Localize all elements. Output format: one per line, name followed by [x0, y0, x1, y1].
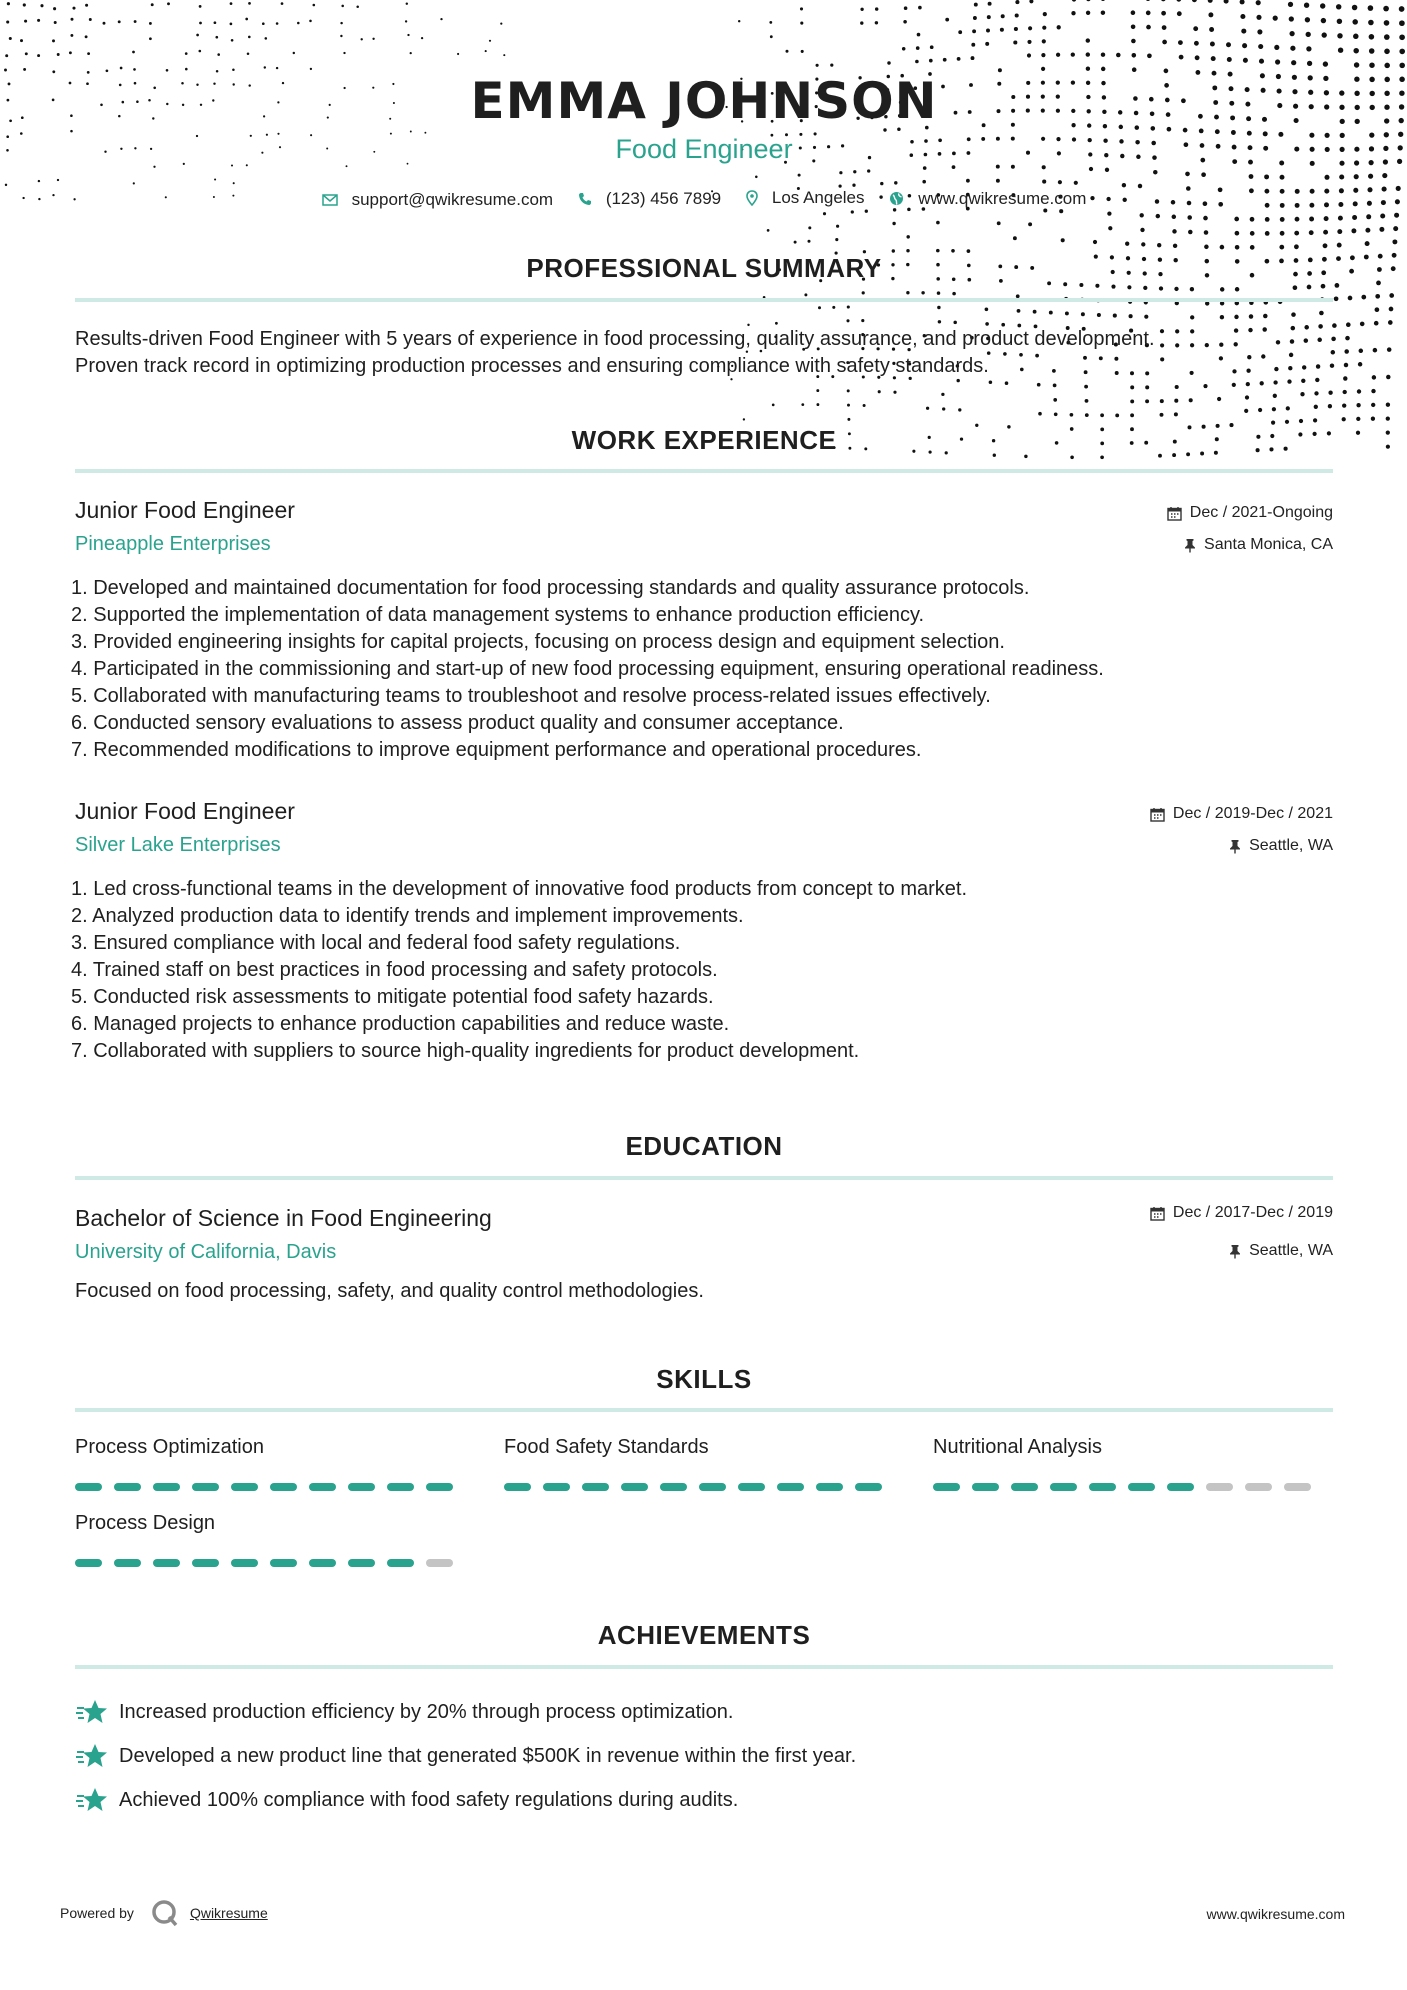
contact-phone[interactable] [578, 189, 721, 209]
list-item [75, 1690, 1333, 1734]
footer-powered-by [60, 1898, 268, 1928]
skill-dash-filled [231, 1559, 258, 1567]
skill-dash-empty [1245, 1483, 1272, 1491]
education-description: Focused on food processing, safety, and quality control methodologies. [75, 1280, 704, 1302]
education-dates-text: Dec / 2017-Dec / 2019 [1172, 1204, 1333, 1221]
list-item: 7. Collaborated with suppliers to source high-quality ingredients for product development. [71, 1040, 860, 1062]
skill-dash-filled [348, 1559, 375, 1567]
location-text: Los Angeles [771, 188, 865, 207]
email-text: support@qwikresume.com [351, 190, 554, 209]
calendar-icon [1150, 1206, 1165, 1221]
calendar-icon [1150, 807, 1165, 822]
skill-dash-filled [153, 1559, 180, 1567]
skill-dash-filled [543, 1483, 570, 1491]
list-item [75, 1778, 1333, 1822]
skill-level-bar [75, 1482, 455, 1492]
job-company: Silver Lake Enterprises [75, 834, 281, 856]
globe-icon [889, 191, 904, 206]
qwikresume-logo-icon [150, 1898, 180, 1928]
job-location [1229, 837, 1333, 855]
envelope-icon [322, 194, 338, 206]
list-item: 6. Managed projects to enhance production capabilities and reduce waste. [71, 1013, 730, 1035]
list-item: 7. Recommended modifications to improve equipment performance and operational procedures. [71, 739, 922, 761]
job-location [1184, 536, 1333, 554]
skill-dash-filled [933, 1483, 960, 1491]
degree-title: Bachelor of Science in Food Engineering [75, 1205, 492, 1231]
achievement-text: Developed a new product line that generated $500K in revenue within the first year. [119, 1744, 857, 1767]
skill-dash-filled [192, 1483, 219, 1491]
list-item: 1. Developed and maintained documentation for food processing standards and quality assurance protocols. [71, 577, 1030, 599]
list-item: 6. Conducted sensory evaluations to assess product quality and consumer acceptance. [71, 712, 844, 734]
education-heading: EDUCATION [625, 1131, 783, 1161]
job-company: Pineapple Enterprises [75, 533, 271, 555]
list-item [75, 1734, 1333, 1778]
list-item: 4. Trained staff on best practices in food processing and safety protocols. [71, 959, 718, 981]
skill-dash-filled [387, 1559, 414, 1567]
pushpin-icon [1229, 839, 1241, 854]
skill-dash-filled [75, 1483, 102, 1491]
list-item: 5. Collaborated with manufacturing teams to troubleshoot and resolve process-related issues effectively. [71, 685, 991, 707]
star-badge-icon [75, 1786, 109, 1814]
skill-dash-filled [621, 1483, 648, 1491]
achievement-text: Increased production efficiency by 20% through process optimization. [119, 1700, 734, 1723]
school-name: University of California, Davis [75, 1241, 337, 1263]
skill-dash-filled [699, 1483, 726, 1491]
skill-dash-filled [426, 1483, 453, 1491]
list-item: 3. Ensured compliance with local and federal food safety regulations. [71, 932, 681, 954]
experience-heading: WORK EXPERIENCE [571, 425, 837, 455]
job-responsibilities [71, 876, 967, 1065]
website-text: www.qwikresume.com [918, 188, 1087, 208]
skill-dash-filled [1050, 1483, 1077, 1491]
skill-dash-filled [855, 1483, 882, 1491]
list-item: 4. Participated in the commissioning and start-up of new food processing equipment, ensuring operational readiness. [71, 658, 1104, 680]
map-pin-icon [746, 190, 758, 206]
skill-dash-filled [738, 1483, 765, 1491]
pushpin-icon [1184, 538, 1196, 553]
skill-name: Nutritional Analysis [933, 1436, 1102, 1458]
skill-name: Process Design [75, 1512, 216, 1534]
skill-dash-filled [387, 1483, 414, 1491]
achievements-heading: ACHIEVEMENTS [597, 1620, 811, 1650]
contact-bar [75, 188, 1333, 211]
job-dates [1167, 504, 1333, 522]
skill-dash-filled [1089, 1483, 1116, 1491]
candidate-title: Food Engineer [615, 134, 793, 164]
skill-dash-filled [504, 1483, 531, 1491]
skill-dash-filled [309, 1483, 336, 1491]
skill-dash-filled [777, 1483, 804, 1491]
skill-dash-filled [1011, 1483, 1038, 1491]
contact-website[interactable] [889, 189, 1086, 209]
skill-dash-filled [270, 1483, 297, 1491]
job-responsibilities [71, 575, 1104, 764]
candidate-name: EMMA JOHNSON [470, 72, 938, 130]
summary-line: Results-driven Food Engineer with 5 years of experience in food processing, quality assurance, and product development. [75, 328, 1155, 350]
calendar-icon [1167, 506, 1182, 521]
achievements-list [75, 1690, 1333, 1822]
summary-divider [75, 298, 1333, 302]
skill-dash-filled [270, 1559, 297, 1567]
skills-heading: SKILLS [656, 1364, 752, 1394]
skill-dash-filled [309, 1559, 336, 1567]
contact-location [746, 188, 865, 208]
contact-email[interactable] [322, 190, 554, 210]
skill-dash-empty [426, 1559, 453, 1567]
job-dates [1150, 805, 1333, 823]
education-location-text: Seattle, WA [1249, 1242, 1333, 1259]
decorative-dot-pattern [0, 0, 1407, 460]
list-item: 1. Led cross-functional teams in the development of innovative food products from concept to market. [71, 878, 968, 900]
skill-dash-filled [114, 1483, 141, 1491]
achievement-text: Achieved 100% compliance with food safety regulations during audits. [119, 1788, 739, 1811]
list-item: 5. Conducted risk assessments to mitigate potential food safety hazards. [71, 986, 714, 1008]
pushpin-icon [1229, 1244, 1241, 1259]
skill-level-bar [504, 1482, 884, 1492]
skill-dash-filled [1167, 1483, 1194, 1491]
job-location-text: Santa Monica, CA [1204, 536, 1333, 553]
star-badge-icon [75, 1742, 109, 1770]
education-dates [1150, 1204, 1333, 1222]
list-item: 2. Analyzed production data to identify trends and implement improvements. [71, 905, 744, 927]
skill-level-bar [933, 1482, 1313, 1492]
skills-divider [75, 1408, 1333, 1412]
skill-dash-filled [1128, 1483, 1155, 1491]
skill-dash-filled [75, 1559, 102, 1567]
skill-dash-filled [231, 1483, 258, 1491]
skill-dash-filled [114, 1559, 141, 1567]
skill-dash-filled [153, 1483, 180, 1491]
skill-dash-filled [582, 1483, 609, 1491]
phone-text: (123) 456 7899 [605, 189, 722, 208]
skill-dash-filled [816, 1483, 843, 1491]
skill-name: Food Safety Standards [504, 1436, 709, 1458]
job-dates-text: Dec / 2019-Dec / 2021 [1172, 805, 1333, 822]
experience-divider [75, 469, 1333, 473]
skill-dash-filled [348, 1483, 375, 1491]
skill-dash-filled [660, 1483, 687, 1491]
job-title: Junior Food Engineer [75, 798, 295, 824]
skill-name: Process Optimization [75, 1436, 264, 1458]
footer-website[interactable]: www.qwikresume.com [1206, 1906, 1345, 1922]
skill-dash-filled [192, 1559, 219, 1567]
star-badge-icon [75, 1698, 109, 1726]
skill-dash-empty [1284, 1483, 1311, 1491]
job-dates-text: Dec / 2021-Ongoing [1189, 504, 1333, 521]
job-location-text: Seattle, WA [1249, 837, 1333, 854]
summary-heading: PROFESSIONAL SUMMARY [526, 253, 882, 283]
education-location [1229, 1242, 1333, 1260]
phone-icon [578, 192, 592, 206]
skill-dash-empty [1206, 1483, 1233, 1491]
qwikresume-link[interactable]: Qwikresume [189, 1905, 268, 1921]
list-item: 2. Supported the implementation of data management systems to enhance production efficiency. [71, 604, 925, 626]
summary-line: Proven track record in optimizing production processes and ensuring compliance with safety standards. [75, 355, 989, 377]
skill-level-bar [75, 1558, 455, 1568]
summary-text [75, 326, 1333, 380]
education-divider [75, 1176, 1333, 1180]
powered-by-label: Powered by [60, 1905, 134, 1921]
job-title: Junior Food Engineer [75, 497, 295, 523]
skill-dash-filled [972, 1483, 999, 1491]
list-item: 3. Provided engineering insights for capital projects, focusing on process design and equipment selection. [71, 631, 1005, 653]
achievements-divider [75, 1665, 1333, 1669]
